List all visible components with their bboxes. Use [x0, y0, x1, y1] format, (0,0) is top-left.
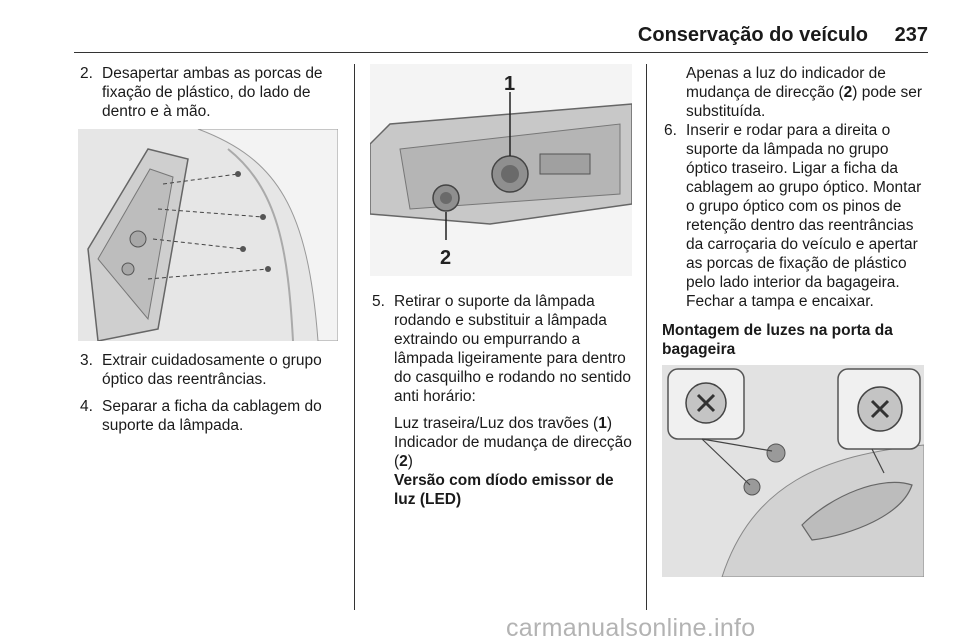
led-version-heading: Versão com díodo emissor de luz (LED) [394, 472, 614, 508]
page-number: 237 [894, 24, 928, 46]
step-text: Inserir e rodar para a direita o suporte da lâmpada no grupo óptico traseiro. Ligar a ficha da cablagem ao grupo óptico. Montar o grupo óptico com os pinos de retenção dentro das reentrâncias da carroçaria do veículo e apertar as porcas de fixação de plástico pelo lado interior da bagageira. Fechar a tampa e encaixar. [686, 122, 922, 310]
figure-label-1: 1 [504, 73, 516, 95]
bulb-holder-illustration [370, 64, 632, 276]
step-5 [370, 292, 632, 406]
step-text: Extrair cuidadosamente o grupo óptico das reentrâncias. [102, 352, 322, 388]
step-number: 3. [80, 352, 93, 369]
taillight-removal-illustration [78, 129, 338, 341]
bulb-item-indicator: Indicador de mudança de direcção (2) [394, 434, 632, 470]
step-text: Retirar o suporte da lâmpada rodando e substituir a lâmpada extraindo ou empurrando a lâmpada ligeiramente para dentro do casquilho e rodando no sentido anti horário: [394, 293, 631, 405]
step-number: 6. [664, 122, 677, 139]
section-heading: Montagem de luzes na porta da bagageira [662, 322, 893, 358]
column-divider-1 [354, 64, 355, 610]
step-number: 5. [372, 293, 385, 310]
watermark: carmanualsonline.info [506, 614, 756, 642]
step-4 [78, 397, 340, 435]
column-2 [370, 64, 632, 509]
figure-label-2: 2 [440, 247, 452, 269]
step-3 [78, 351, 340, 389]
column-divider-2 [646, 64, 647, 610]
led-note: Apenas a luz do indicador de mudança de direcção (2) pode ser substituída. [686, 65, 923, 120]
header-rule [74, 52, 928, 53]
page-title: Conservação do veículo [637, 24, 868, 46]
step-6 [662, 121, 928, 311]
step-number: 4. [80, 398, 93, 415]
step-number: 2. [80, 65, 93, 82]
bulb-item-tail-brake: Luz traseira/Luz dos travões (1) [394, 415, 612, 432]
step-text: Separar a ficha da cablagem do suporte da lâmpada. [102, 398, 322, 434]
column-1 [78, 64, 340, 443]
column-3 [662, 64, 928, 577]
step-text: Desapertar ambas as porcas de fixação de plástico, do lado de dentro e à mão. [102, 65, 323, 120]
step-2 [78, 64, 340, 121]
tailgate-lights-illustration [662, 365, 924, 577]
